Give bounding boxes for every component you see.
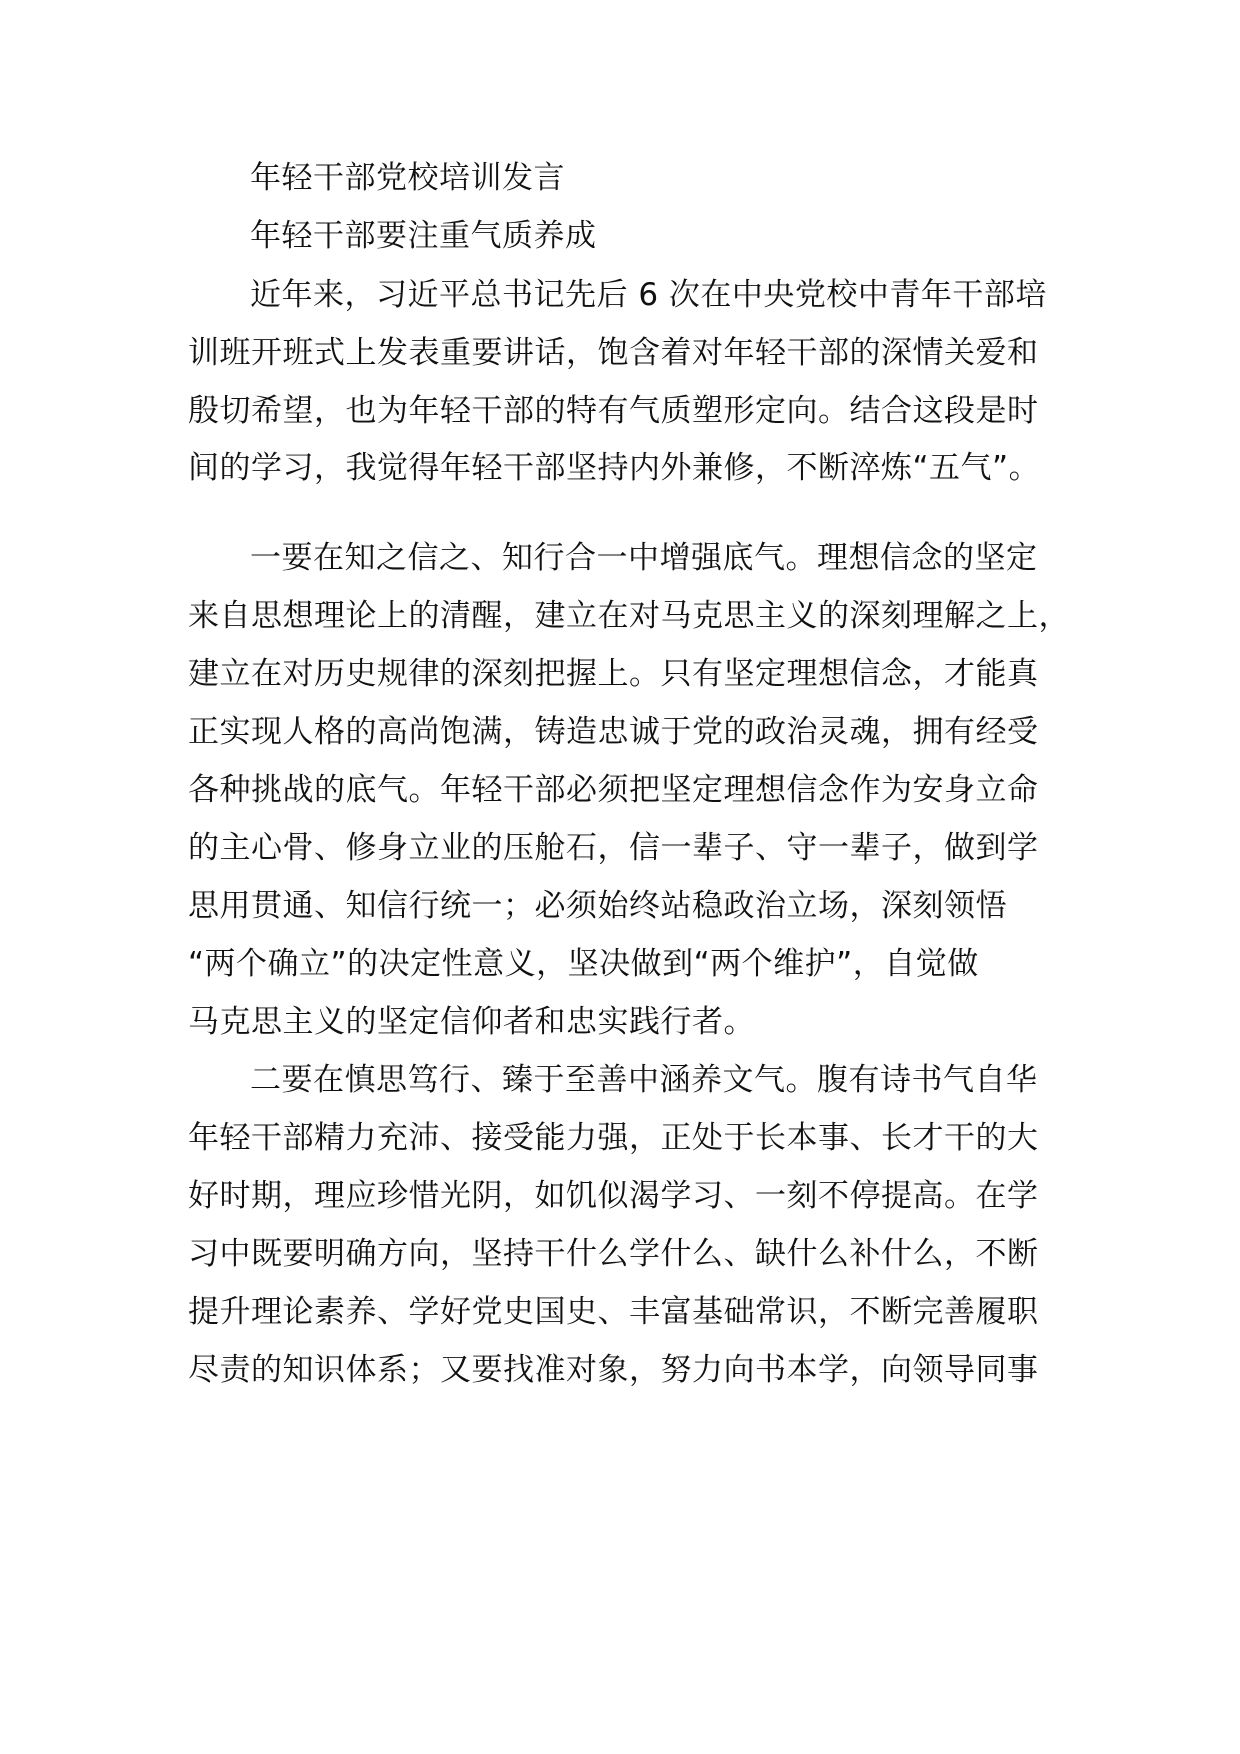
paragraph-line: 训班开班式上发表重要讲话，饱含着对年轻干部的深情关爱和 [188,335,1039,371]
document-subtitle: 年轻干部要注重气质养成 [250,218,597,254]
paragraph-line: 近年来，习近平总书记先后 6 次在中央党校中青年干部培 [250,277,1047,313]
paragraph-line: 一要在知之信之、知行合一中增强底气。理想信念的坚定 [250,540,1038,576]
paragraph-line: 提升理论素养、学好党史国史、丰富基础常识，不断完善履职 [188,1294,1039,1330]
paragraph-line: 好时期，理应珍惜光阴，如饥似渴学习、一刻不停提高。在学 [188,1178,1039,1214]
paragraph-line: 二要在慎思笃行、臻于至善中涵养文气。腹有诗书气自华 [250,1062,1038,1098]
paragraph-line: 习中既要明确方向，坚持干什么学什么、缺什么补什么，不断 [188,1236,1039,1272]
paragraph-line: 正实现人格的高尚饱满，铸造忠诚于党的政治灵魂，拥有经受 [188,714,1039,750]
paragraph-line: 建立在对历史规律的深刻把握上。只有坚定理想信念，才能真 [188,656,1039,692]
paragraph-line: 殷切希望，也为年轻干部的特有气质塑形定向。结合这段是时 [188,393,1039,429]
paragraph-line: 思用贯通、知信行统一；必须始终站稳政治立场，深刻领悟 [188,888,1007,924]
document-title: 年轻干部党校培训发言 [250,160,565,196]
paragraph-line: 年轻干部精力充沛、接受能力强，正处于长本事、长才干的大 [188,1120,1039,1156]
paragraph-line: 的主心骨、修身立业的压舱石，信一辈子、守一辈子，做到学 [188,830,1039,866]
paragraph-line: “两个确立”的决定性意义，坚决做到“两个维护”，自觉做 [188,946,979,982]
paragraph-line: 来自思想理论上的清醒，建立在对马克思主义的深刻理解之上， [188,598,1070,634]
paragraph-line: 间的学习，我觉得年轻干部坚持内外兼修，不断淬炼“五气”。 [188,450,1041,486]
paragraph-line: 尽责的知识体系；又要找准对象，努力向书本学，向领导同事 [188,1352,1039,1388]
paragraph-line: 各种挑战的底气。年轻干部必须把坚定理想信念作为安身立命 [188,772,1039,808]
paragraph-line: 马克思主义的坚定信仰者和忠实践行者。 [188,1004,755,1040]
